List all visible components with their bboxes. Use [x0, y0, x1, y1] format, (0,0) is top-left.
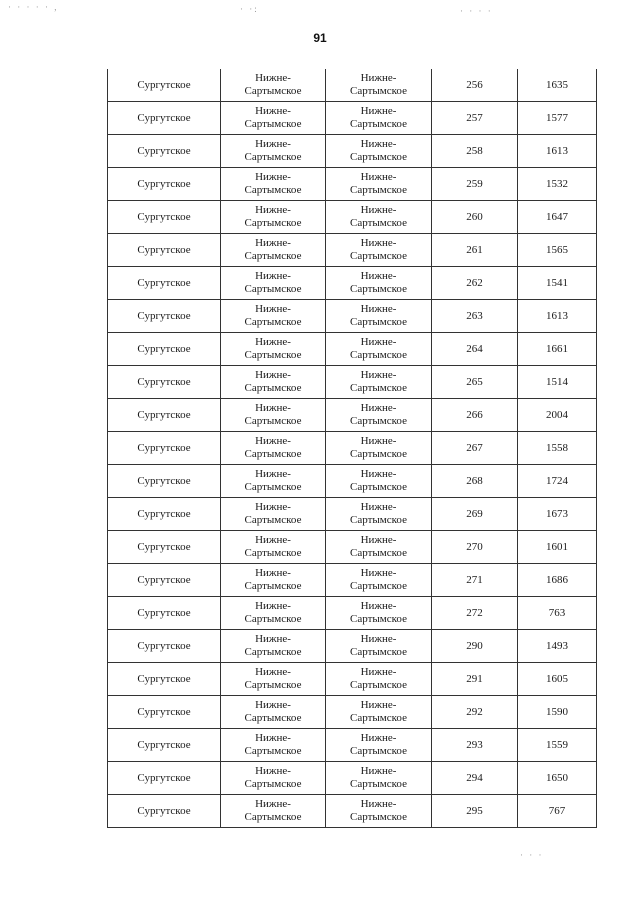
depth-cell: 1577	[518, 102, 597, 135]
field-name: Сургутское	[137, 738, 191, 751]
field-cell	[108, 267, 221, 300]
area-name-line1: Нижне-	[255, 435, 291, 447]
deposit-name-line1: Нижне-	[360, 567, 397, 579]
field-cell	[108, 597, 221, 630]
area-name-line2: Сартымское	[244, 514, 302, 526]
area-name-line2: Сартымское	[244, 679, 302, 691]
area-name-line2: Сартымское	[244, 646, 302, 658]
area-name-line1: Нижне-	[255, 237, 291, 249]
field-cell	[108, 168, 221, 201]
area-cell	[221, 597, 326, 630]
deposit-name-line1: Нижне-	[360, 105, 397, 117]
area-cell	[221, 531, 326, 564]
well-number-cell: 271	[432, 564, 518, 597]
deposit-name-line1: Нижне-	[360, 402, 397, 414]
field-cell	[108, 432, 221, 465]
field-cell	[108, 69, 221, 102]
field-cell	[108, 465, 221, 498]
area-cell	[221, 498, 326, 531]
field-cell	[108, 102, 221, 135]
well-number-cell: 265	[432, 366, 518, 399]
depth-cell: 1590	[518, 696, 597, 729]
field-cell	[108, 630, 221, 663]
area-name-line2: Сартымское	[244, 778, 302, 790]
field-cell	[108, 531, 221, 564]
deposit-name-line2: Сартымское	[350, 184, 407, 196]
area-cell	[221, 267, 326, 300]
area-cell	[221, 69, 326, 102]
deposit-cell	[326, 762, 432, 795]
deposit-name-line1: Нижне-	[360, 237, 397, 249]
depth-cell: 1724	[518, 465, 597, 498]
depth-cell: 2004	[518, 399, 597, 432]
field-cell	[108, 795, 221, 828]
table-row	[108, 696, 597, 729]
deposit-name-line2: Сартымское	[350, 448, 407, 460]
depth-cell: 1532	[518, 168, 597, 201]
depth-cell: 1514	[518, 366, 597, 399]
deposit-cell	[326, 795, 432, 828]
well-number-cell: 269	[432, 498, 518, 531]
deposit-cell	[326, 564, 432, 597]
depth-cell: 1661	[518, 333, 597, 366]
deposit-name-line1: Нижне-	[360, 633, 397, 645]
well-number-cell: 263	[432, 300, 518, 333]
well-number-cell: 262	[432, 267, 518, 300]
field-name: Сургутское	[137, 111, 191, 124]
area-name-line2: Сартымское	[244, 250, 302, 262]
area-name-line2: Сартымское	[244, 151, 302, 163]
field-cell	[108, 201, 221, 234]
area-name-line1: Нижне-	[255, 369, 291, 381]
area-cell	[221, 564, 326, 597]
deposit-name-line1: Нижне-	[360, 138, 397, 150]
deposit-cell	[326, 630, 432, 663]
table-row	[108, 795, 597, 828]
deposit-name-line1: Нижне-	[360, 666, 397, 678]
deposit-name-line1: Нижне-	[360, 534, 397, 546]
table-row	[108, 399, 597, 432]
deposit-name-line1: Нижне-	[360, 72, 397, 84]
field-name: Сургутское	[137, 342, 191, 355]
table-row	[108, 168, 597, 201]
area-cell	[221, 333, 326, 366]
table-row	[108, 69, 597, 102]
area-name-line1: Нижне-	[255, 798, 291, 810]
area-name-line2: Сартымское	[244, 283, 302, 295]
deposit-cell	[326, 597, 432, 630]
area-name-line2: Сартымское	[244, 481, 302, 493]
deposit-name-line2: Сартымское	[350, 118, 407, 130]
field-name: Сургутское	[137, 276, 191, 289]
field-name: Сургутское	[137, 672, 191, 685]
area-name-line2: Сартымское	[244, 217, 302, 229]
scan-noise: · · · · · ,	[8, 2, 59, 12]
deposit-name-line2: Сартымское	[350, 283, 407, 295]
deposit-name-line2: Сартымское	[350, 349, 407, 361]
well-number-cell: 272	[432, 597, 518, 630]
well-number-cell: 290	[432, 630, 518, 663]
field-name: Сургутское	[137, 705, 191, 718]
depth-cell: 1493	[518, 630, 597, 663]
well-number-cell: 259	[432, 168, 518, 201]
depth-cell: 1613	[518, 300, 597, 333]
area-name-line1: Нижне-	[255, 204, 291, 216]
field-cell	[108, 135, 221, 168]
field-name: Сургутское	[137, 78, 191, 91]
table-row	[108, 102, 597, 135]
scan-noise: · ·:	[240, 4, 259, 14]
field-name: Сургутское	[137, 177, 191, 190]
field-cell	[108, 333, 221, 366]
deposit-name-line2: Сартымское	[350, 745, 407, 757]
deposit-name-line1: Нижне-	[360, 600, 397, 612]
deposit-cell	[326, 729, 432, 762]
deposit-name-line2: Сартымское	[350, 250, 407, 262]
area-name-line1: Нижне-	[255, 600, 291, 612]
field-cell	[108, 564, 221, 597]
area-name-line1: Нижне-	[255, 666, 291, 678]
deposit-name-line2: Сартымское	[350, 712, 407, 724]
table-row	[108, 663, 597, 696]
deposit-name-line1: Нижне-	[360, 270, 397, 282]
field-name: Сургутское	[137, 507, 191, 520]
depth-cell: 763	[518, 597, 597, 630]
area-cell	[221, 696, 326, 729]
area-cell	[221, 168, 326, 201]
depth-cell: 1558	[518, 432, 597, 465]
deposit-cell	[326, 135, 432, 168]
depth-cell: 1647	[518, 201, 597, 234]
deposit-name-line2: Сартымское	[350, 85, 407, 97]
area-cell	[221, 300, 326, 333]
field-name: Сургутское	[137, 573, 191, 586]
area-cell	[221, 762, 326, 795]
area-name-line2: Сартымское	[244, 382, 302, 394]
table-row	[108, 234, 597, 267]
well-number-cell: 266	[432, 399, 518, 432]
table-row	[108, 630, 597, 663]
depth-cell: 767	[518, 795, 597, 828]
deposit-cell	[326, 399, 432, 432]
deposit-name-line2: Сартымское	[350, 481, 407, 493]
deposit-cell	[326, 102, 432, 135]
field-name: Сургутское	[137, 639, 191, 652]
area-name-line1: Нижне-	[255, 567, 291, 579]
deposit-name-line2: Сартымское	[350, 415, 407, 427]
depth-cell: 1559	[518, 729, 597, 762]
deposit-name-line2: Сартымское	[350, 514, 407, 526]
table-row	[108, 300, 597, 333]
depth-cell: 1565	[518, 234, 597, 267]
field-name: Сургутское	[137, 408, 191, 421]
area-cell	[221, 795, 326, 828]
deposit-name-line1: Нижне-	[360, 435, 397, 447]
deposit-cell	[326, 663, 432, 696]
table-row	[108, 135, 597, 168]
field-cell	[108, 234, 221, 267]
deposit-cell	[326, 498, 432, 531]
deposit-cell	[326, 696, 432, 729]
deposit-name-line2: Сартымское	[350, 547, 407, 559]
depth-cell: 1605	[518, 663, 597, 696]
deposit-cell	[326, 267, 432, 300]
area-cell	[221, 201, 326, 234]
field-name: Сургутское	[137, 309, 191, 322]
page-number: 91	[313, 31, 327, 45]
area-cell	[221, 432, 326, 465]
field-cell	[108, 696, 221, 729]
table-row	[108, 366, 597, 399]
deposit-name-line1: Нижне-	[360, 468, 397, 480]
area-name-line2: Сартымское	[244, 712, 302, 724]
deposit-cell	[326, 300, 432, 333]
area-name-line1: Нижне-	[255, 402, 291, 414]
area-cell	[221, 729, 326, 762]
well-number-cell: 270	[432, 531, 518, 564]
area-name-line2: Сартымское	[244, 547, 302, 559]
deposit-cell	[326, 168, 432, 201]
deposit-name-line2: Сартымское	[350, 580, 407, 592]
area-cell	[221, 663, 326, 696]
field-name: Сургутское	[137, 144, 191, 157]
deposit-name-line2: Сартымское	[350, 679, 407, 691]
deposit-name-line1: Нижне-	[360, 171, 397, 183]
area-cell	[221, 102, 326, 135]
field-name: Сургутское	[137, 441, 191, 454]
field-cell	[108, 663, 221, 696]
deposit-name-line1: Нижне-	[360, 732, 397, 744]
area-cell	[221, 399, 326, 432]
deposit-name-line2: Сартымское	[350, 778, 407, 790]
table-row	[108, 564, 597, 597]
depth-cell: 1650	[518, 762, 597, 795]
deposit-name-line1: Нижне-	[360, 501, 397, 513]
area-name-line2: Сартымское	[244, 349, 302, 361]
well-number-cell: 258	[432, 135, 518, 168]
well-number-cell: 292	[432, 696, 518, 729]
area-name-line2: Сартымское	[244, 811, 302, 823]
field-cell	[108, 729, 221, 762]
table-row	[108, 432, 597, 465]
depth-cell: 1601	[518, 531, 597, 564]
area-name-line1: Нижне-	[255, 138, 291, 150]
field-name: Сургутское	[137, 210, 191, 223]
well-number-cell: 264	[432, 333, 518, 366]
area-name-line1: Нижне-	[255, 270, 291, 282]
deposit-name-line1: Нижне-	[360, 798, 397, 810]
area-name-line2: Сартымское	[244, 448, 302, 460]
area-name-line1: Нижне-	[255, 633, 291, 645]
table-row	[108, 498, 597, 531]
field-name: Сургутское	[137, 771, 191, 784]
deposit-cell	[326, 366, 432, 399]
table-row	[108, 597, 597, 630]
deposit-cell	[326, 201, 432, 234]
field-name: Сургутское	[137, 540, 191, 553]
area-name-line1: Нижне-	[255, 72, 291, 84]
field-cell	[108, 300, 221, 333]
field-name: Сургутское	[137, 804, 191, 817]
field-name: Сургутское	[137, 474, 191, 487]
depth-cell: 1686	[518, 564, 597, 597]
field-name: Сургутское	[137, 606, 191, 619]
field-cell	[108, 399, 221, 432]
deposit-name-line1: Нижне-	[360, 765, 397, 777]
deposit-name-line2: Сартымское	[350, 613, 407, 625]
field-name: Сургутское	[137, 375, 191, 388]
deposit-name-line2: Сартымское	[350, 316, 407, 328]
deposit-name-line1: Нижне-	[360, 204, 397, 216]
area-cell	[221, 366, 326, 399]
deposit-cell	[326, 333, 432, 366]
deposit-cell	[326, 465, 432, 498]
deposit-name-line1: Нижне-	[360, 369, 397, 381]
deposit-cell	[326, 531, 432, 564]
deposit-cell	[326, 234, 432, 267]
area-name-line2: Сартымское	[244, 118, 302, 130]
field-cell	[108, 762, 221, 795]
area-name-line2: Сартымское	[244, 613, 302, 625]
area-name-line1: Нижне-	[255, 765, 291, 777]
scan-noise: · · · ·	[460, 6, 493, 16]
area-name-line1: Нижне-	[255, 732, 291, 744]
area-name-line2: Сартымское	[244, 316, 302, 328]
well-number-cell: 268	[432, 465, 518, 498]
field-cell	[108, 366, 221, 399]
table-row	[108, 201, 597, 234]
area-name-line1: Нижне-	[255, 171, 291, 183]
area-name-line2: Сартымское	[244, 415, 302, 427]
deposit-name-line2: Сартымское	[350, 151, 407, 163]
deposit-name-line2: Сартымское	[350, 811, 407, 823]
table-row	[108, 729, 597, 762]
deposit-name-line1: Нижне-	[360, 336, 397, 348]
table-body	[108, 69, 597, 828]
data-table	[107, 69, 597, 828]
area-name-line2: Сартымское	[244, 745, 302, 757]
area-name-line2: Сартымское	[244, 580, 302, 592]
well-number-cell: 267	[432, 432, 518, 465]
well-number-cell: 295	[432, 795, 518, 828]
depth-cell: 1673	[518, 498, 597, 531]
table-row	[108, 465, 597, 498]
deposit-name-line2: Сартымское	[350, 382, 407, 394]
area-cell	[221, 465, 326, 498]
table-row	[108, 531, 597, 564]
deposit-cell	[326, 432, 432, 465]
depth-cell: 1541	[518, 267, 597, 300]
deposit-name-line1: Нижне-	[360, 699, 397, 711]
area-name-line1: Нижне-	[255, 303, 291, 315]
area-cell	[221, 135, 326, 168]
depth-cell: 1613	[518, 135, 597, 168]
area-name-line1: Нижне-	[255, 501, 291, 513]
well-number-cell: 293	[432, 729, 518, 762]
deposit-cell	[326, 69, 432, 102]
area-name-line2: Сартымское	[244, 184, 302, 196]
area-name-line1: Нижне-	[255, 534, 291, 546]
area-name-line1: Нижне-	[255, 336, 291, 348]
well-number-cell: 261	[432, 234, 518, 267]
well-number-cell: 260	[432, 201, 518, 234]
area-cell	[221, 630, 326, 663]
well-number-cell: 257	[432, 102, 518, 135]
depth-cell: 1635	[518, 69, 597, 102]
deposit-name-line1: Нижне-	[360, 303, 397, 315]
field-cell	[108, 498, 221, 531]
scan-noise: · · ·	[520, 850, 544, 860]
field-name: Сургутское	[137, 243, 191, 256]
well-number-cell: 291	[432, 663, 518, 696]
area-name-line1: Нижне-	[255, 105, 291, 117]
area-name-line2: Сартымское	[244, 85, 302, 97]
table-row	[108, 762, 597, 795]
area-name-line1: Нижне-	[255, 468, 291, 480]
area-cell	[221, 234, 326, 267]
well-number-cell: 294	[432, 762, 518, 795]
area-name-line1: Нижне-	[255, 699, 291, 711]
deposit-name-line2: Сартымское	[350, 217, 407, 229]
table-row	[108, 267, 597, 300]
well-number-cell: 256	[432, 69, 518, 102]
table-row	[108, 333, 597, 366]
deposit-name-line2: Сартымское	[350, 646, 407, 658]
